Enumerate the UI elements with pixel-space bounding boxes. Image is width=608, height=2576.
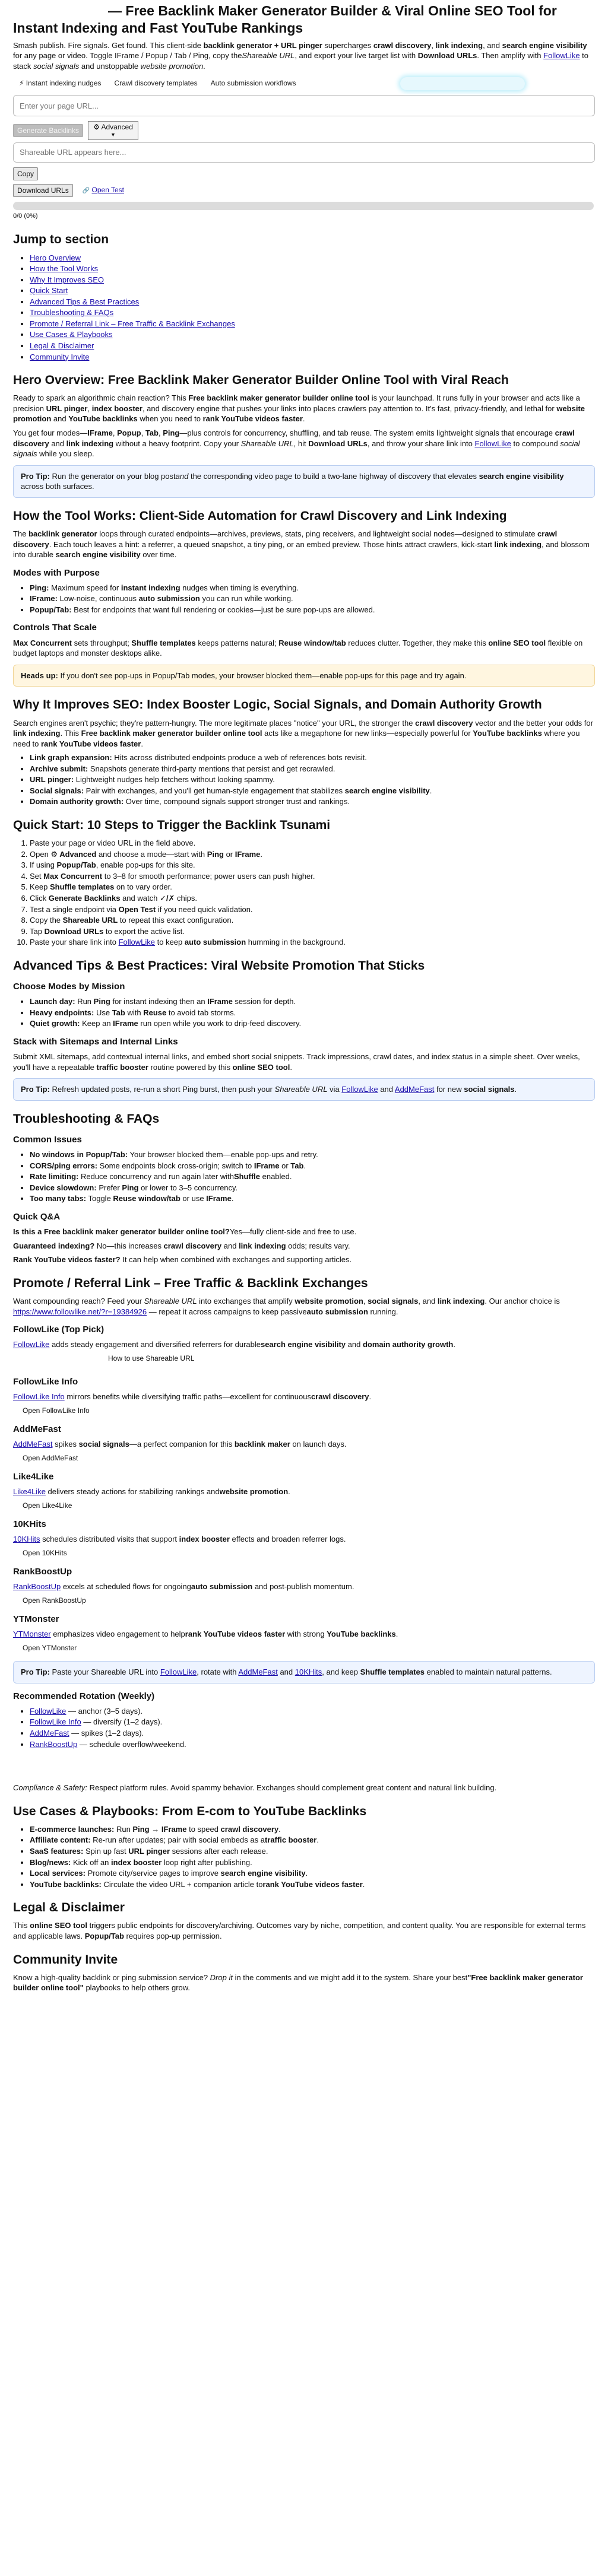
addmefast-link[interactable]: AddMeFast <box>30 1729 69 1738</box>
why-title: Why It Improves SEO: Index Booster Logic, Social Signals, and Domain Authority Growth <box>13 698 542 712</box>
site-title-like4like: Like4Like <box>13 1472 54 1482</box>
open-ytmonster-button[interactable]: Open YTMonster <box>23 1643 77 1652</box>
how-paragraph: The backlink generator loops through curated endpoints—archives, previews, stats, ping receivers, and lightweight social nodes—designed to stimulate crawl discovery. Each touch leaves a hint: a referrer, a queued snapshot, a tiny ping, or an embed preview. Those hints attract crawlers, kick-start link indexing, and blossom into durable search engine visibility over time. <box>13 529 590 560</box>
list-item: • Heavy endpoints: Use Tab with Reuse to avoid tab storms. <box>30 1008 595 1018</box>
list-item: • Launch day: Run Ping for instant indexing then an IFrame session for depth. <box>30 996 595 1007</box>
quickstart-steps <box>13 838 595 947</box>
open-10khits-button[interactable]: Open 10KHits <box>23 1548 67 1557</box>
list-item: • E-commerce launches: Run Ping → IFrame to speed crawl discovery. <box>30 1824 595 1835</box>
site-text-rankboostup: RankBoostUp excels at scheduled flows for ongoingauto submission and post-publish momentum. <box>13 1582 354 1592</box>
site-text-like4like: Like4Like delivers steady actions for stabilizing rankings andwebsite promotion. <box>13 1487 290 1497</box>
generate-row <box>13 121 595 139</box>
list-item: • Local services: Promote city/service pages to improve search engine visibility. <box>30 1868 595 1879</box>
why-paragraph: Search engines aren't psychic; they're pattern-hungry. The more legitimate places "notice" your URL, the stronger the crawl discovery vector and the better your odds for link indexing. This Free backlink maker generator builder online tool acts like a megaphone for new links—especially powerful for YouTube backlinks where you need to rank YouTube videos faster. <box>13 718 593 748</box>
site-title-ytmonster: YTMonster <box>13 1614 59 1625</box>
qa-item: Is this a Free backlink maker generator builder online tool?Yes—fully client-side and free to use. <box>13 1227 357 1237</box>
open-addmefast-button[interactable]: Open AddMeFast <box>23 1453 78 1462</box>
open-followlike-info-button[interactable]: Open FollowLike Info <box>23 1406 90 1415</box>
page-title <box>13 0 595 37</box>
jump-link-how[interactable]: How the Tool Works <box>30 264 99 274</box>
copy-row <box>13 167 595 180</box>
jump-item <box>30 253 595 263</box>
referral-anchor-link[interactable]: https://www.followlike.net/?r=19384926 <box>13 1307 147 1316</box>
list-item: • No windows in Popup/Tab: Your browser blocked them—enable pop-ups and retry. <box>30 1149 595 1160</box>
site-title-rankboostup: RankBoostUp <box>13 1567 72 1577</box>
download-row <box>13 184 595 197</box>
jump-item <box>30 297 595 307</box>
jump-link-legal[interactable]: Legal & Disclaimer <box>30 341 94 350</box>
hero-protip: Pro Tip: Run the generator on your blog postand the corresponding video page to build a two-lane highway of discovery that elevates search engine visibility across both surfaces. <box>13 465 595 498</box>
jump-item <box>30 285 595 296</box>
headsup-callout: Heads up: If you don't see pop-ups in Popup/Tab modes, your browser blocked them—enable pop-ups for this page and try again. <box>13 665 595 687</box>
controls-paragraph: Max Concurrent sets throughput; Shuffle templates keeps patterns natural; Reuse window/tab reduces clutter. Together, they make this online SEO tool flexible on budget laptops and monster desktops alike. <box>13 638 583 658</box>
troubleshooting-title: Troubleshooting & FAQs <box>13 1111 160 1126</box>
progress-bar <box>13 202 594 210</box>
community-title: Community Invite <box>13 1952 118 1967</box>
generate-backlinks-button[interactable]: Generate Backlinks <box>13 124 83 137</box>
jump-link-community[interactable]: Community Invite <box>30 352 90 361</box>
site-text-followlike-info: FollowLike Info mirrors benefits while diversifying traffic paths—excellent for continuouscrawl discovery. <box>13 1392 372 1402</box>
page-title-line1: — Free Backlink Maker Generator Builder & Viral Online SEO Tool for <box>108 3 557 18</box>
rotation-title: Recommended Rotation (Weekly) <box>13 1691 155 1701</box>
list-item: • Quiet growth: Keep an IFrame run open while you work to drip-feed discovery. <box>30 1018 595 1029</box>
link-icon: 🔗 <box>82 188 90 195</box>
hero-title: Hero Overview: Free Backlink Maker Generator Builder Online Tool with Viral Reach <box>13 373 509 387</box>
qa-item: Guaranteed indexing? No—this increases crawl discovery and link indexing odds; results vary. <box>13 1241 350 1250</box>
list-item: • Archive submit: Snapshots generate third-party mentions that persist and get recrawled. <box>30 764 595 774</box>
legal-title: Legal & Disclaimer <box>13 1901 125 1915</box>
jump-item <box>30 341 595 351</box>
list-item: • RankBoostUp — schedule overflow/weekend. <box>30 1739 595 1750</box>
list-item: • FollowLike — anchor (3–5 days). <box>30 1706 595 1717</box>
quickstart-title: Quick Start: 10 Steps to Trigger the Backlink Tsunami <box>13 818 331 832</box>
jump-link-usecases[interactable]: Use Cases & Playbooks <box>30 330 113 339</box>
modes-list <box>13 583 595 615</box>
rankboostup-link[interactable]: RankBoostUp <box>30 1739 78 1749</box>
tab-auto-submission[interactable]: Auto submission workflows <box>210 79 296 88</box>
10khits-link[interactable]: 10KHits <box>13 1535 40 1544</box>
list-item: • Rate limiting: Reduce concurrency and run again later withShuffle enabled. <box>30 1171 595 1182</box>
feature-tabs <box>13 76 595 90</box>
list-item: • CORS/ping errors: Some endpoints block cross-origin; switch to IFrame or Tab. <box>30 1161 595 1171</box>
hero-paragraph-1: Ready to spark an algorithmic chain reaction? This Free backlink maker generator builder online tool is your launchpad. It runs fully in your browser and acts like a precision URL pinger, index booster, and discovery engine that pushes your links into places crawlers pay attention to. It's fast, privacy-friendly, and lethal for website promotion and YouTube backlinks when you need to rank YouTube videos faster. <box>13 393 585 424</box>
jump-item <box>30 352 595 363</box>
jump-item <box>30 275 595 285</box>
site-title-followlike-info: FollowLike Info <box>13 1377 78 1387</box>
stack-paragraph: Submit XML sitemaps, add contextual internal links, and embed short social snippets. Track impressions, crawl dates, and index status in a simple sheet. Over weeks, you'll have a repeatable traffic booster routine powered by this online SEO tool. <box>13 1052 580 1072</box>
list-item: • SaaS features: Spin up fast URL pinger sessions after each release. <box>30 1846 595 1857</box>
like4like-link[interactable]: Like4Like <box>13 1487 46 1497</box>
site-text-10khits: 10KHits schedules distributed visits that support index booster effects and broaden referrer logs. <box>13 1535 346 1544</box>
compliance-note: Compliance & Safety: Respect platform rules. Avoid spammy behavior. Exchanges should complement great content and natural link building. <box>13 1783 497 1793</box>
list-item: • URL pinger: Lightweight nudges help fetchers without looking spammy. <box>30 774 595 785</box>
advanced-label: ⚙ Advanced <box>93 123 133 132</box>
shareable-url-field[interactable] <box>13 142 595 163</box>
list-item: 2. Open ⚙ Advanced and choose a mode—start with Ping or IFrame. <box>30 849 595 860</box>
list-item: • YouTube backlinks: Circulate the video URL + companion article torank YouTube videos faster. <box>30 1879 595 1890</box>
list-item: • Device slowdown: Prefer Ping or lower to 3–5 concurrency. <box>30 1183 595 1193</box>
advanced-toggle[interactable] <box>88 121 138 139</box>
list-item: 7. Test a single endpoint via Open Test if you need quick validation. <box>30 904 595 915</box>
list-item: • AddMeFast — spikes (1–2 days). <box>30 1728 595 1739</box>
list-item: • Domain authority growth: Over time, compound signals support stronger trust and rankings. <box>30 796 595 807</box>
community-paragraph: Know a high-quality backlink or ping submission service? Drop it in the comments and we might add it to the system. Share your best"Free backlink maker generator builder online tool" playbooks to help others grow. <box>13 1973 583 1993</box>
followlike-info-link[interactable]: FollowLike Info <box>13 1392 65 1402</box>
followlike-link[interactable]: FollowLike <box>30 1706 66 1716</box>
jump-item <box>30 319 595 329</box>
legal-paragraph: This online SEO tool triggers public endpoints for discovery/archiving. Outcomes vary by niche, competition, and content quality. You are responsible for external terms and applicable laws. Popup/Tab requires pop-up permission. <box>13 1921 586 1940</box>
followlike-link[interactable]: FollowLike <box>13 1340 50 1349</box>
promote-title: Promote / Referral Link – Free Traffic & Backlink Exchanges <box>13 1276 368 1290</box>
url-input[interactable] <box>13 95 595 116</box>
jump-title: Jump to section <box>13 233 109 247</box>
jump-link-advanced[interactable]: Advanced Tips & Best Practices <box>30 297 140 306</box>
advanced-title: Advanced Tips & Best Practices: Viral Website Promotion That Sticks <box>13 958 425 973</box>
jump-link-quick[interactable]: Quick Start <box>30 286 68 296</box>
choose-modes-list <box>13 996 595 1029</box>
jump-item <box>30 263 595 274</box>
list-item: 9. Tap Download URLs to export the active list. <box>30 926 595 937</box>
spacer <box>13 1753 595 1777</box>
jump-item <box>30 307 595 318</box>
jump-link-troubleshooting[interactable]: Troubleshooting & FAQs <box>30 308 114 317</box>
site-text-ytmonster: YTMonster emphasizes video engagement to helprank YouTube videos faster with strong YouTube backlinks. <box>13 1630 398 1639</box>
choose-modes-title: Choose Modes by Mission <box>13 981 125 992</box>
list-item: 3. If using Popup/Tab, enable pop-ups for this site. <box>30 860 595 871</box>
jump-link-why[interactable]: Why It Improves SEO <box>30 275 104 284</box>
stack-title: Stack with Sitemaps and Internal Links <box>13 1036 178 1047</box>
tab-crawl-discovery[interactable]: Crawl discovery templates <box>114 79 198 88</box>
intro-paragraph: Smash publish. Fire signals. Get found. This client-side backlink generator + URL pinger supercharges crawl discovery, link indexing, and search engine visibility for any page or video. Toggle IFrame / Popup / Tab / Ping, copy theShareable URL, and export your live target list with Download URLs. Then amplify with FollowLike to stack social signals and unstoppable website promotion. <box>13 40 589 71</box>
10khits-link[interactable]: 10KHits <box>294 1667 322 1677</box>
promote-protip: Pro Tip: Paste your Shareable URL into FollowLike, rotate with AddMeFast and 10KHits, and keep Shuffle templates enabled to maintain natural patterns. <box>13 1661 595 1684</box>
followlike-link[interactable]: FollowLike <box>474 439 511 448</box>
addmefast-link[interactable]: AddMeFast <box>238 1667 278 1677</box>
list-item: 1. Paste your page or video URL in the field above. <box>30 838 595 849</box>
controls-title: Controls That Scale <box>13 622 97 633</box>
list-item: • Link graph expansion: Hits across distributed endpoints produce a web of references bots revisit. <box>30 752 595 763</box>
open-test-link[interactable] <box>83 185 124 195</box>
page-title-line2: Instant Indexing and Fast YouTube Rankings <box>13 20 303 36</box>
followlike-info-link[interactable]: FollowLike Info <box>30 1717 81 1727</box>
followlike-link[interactable]: FollowLike <box>543 51 580 61</box>
list-item: • Blog/news: Kick off an index booster loop right after publishing. <box>30 1857 595 1868</box>
chevron-down-icon: ▼ <box>110 131 116 138</box>
how-title: How the Tool Works: Client-Side Automation for Crawl Discovery and Link Indexing <box>13 509 507 523</box>
jump-link-hero[interactable]: Hero Overview <box>30 253 81 262</box>
jump-item <box>30 329 595 340</box>
why-list <box>13 752 595 807</box>
modes-title: Modes with Purpose <box>13 567 100 578</box>
followlike-link[interactable]: FollowLike <box>160 1667 197 1677</box>
site-text-addmefast: AddMeFast spikes social signals—a perfect companion for this backlink maker on launch days. <box>13 1440 347 1449</box>
advanced-protip: Pro Tip: Refresh updated posts, re-run a short Ping burst, then push your Shareable URL via FollowLike and AddMeFast for new social signals. <box>13 1078 595 1101</box>
list-item: • Ping: Maximum speed for instant indexing nudges when timing is everything. <box>30 583 595 593</box>
list-item: • Social signals: Pair with exchanges, and you'll get human-style engagement that stabilizes search engine visibility. <box>30 786 595 796</box>
common-issues-title: Common Issues <box>13 1135 82 1145</box>
list-item: • Popup/Tab: Best for endpoints that want full rendering or cookies—just be sure pop-ups are allowed. <box>30 605 595 615</box>
site-title-addmefast: AddMeFast <box>13 1424 61 1435</box>
site-text-followlike: FollowLike adds steady engagement and diversified referrers for durablesearch engine visibility and domain authority growth. <box>13 1340 455 1349</box>
qa-title: Quick Q&A <box>13 1211 61 1222</box>
ytmonster-link[interactable]: YTMonster <box>13 1630 51 1639</box>
promote-intro: Want compounding reach? Feed your Shareable URL into exchanges that amplify website promotion, social signals, and link indexing. Our anchor choice is https://www.followlike.net/?r=19384926 — repeat it across campaigns to keep passiveauto submission running. <box>13 1297 560 1316</box>
download-urls-button[interactable]: Download URLs <box>13 184 73 197</box>
addmefast-link[interactable]: AddMeFast <box>394 1085 435 1094</box>
tab-glow <box>400 77 525 90</box>
hero-paragraph-2: You get four modes—IFrame, Popup, Tab, Ping—plus controls for concurrency, shuffling, and tab reuse. The system emits lightweight signals that encourage crawl discovery and link indexing without a heavy footprint. Copy your Shareable URL, hit Download URLs, and throw your share link into FollowLike to compound social signals while you sleep. <box>13 428 580 459</box>
followlike-link[interactable]: FollowLike <box>118 938 155 947</box>
jump-list <box>13 253 595 362</box>
site-title-10khits: 10KHits <box>13 1519 46 1530</box>
qa-item: Rank YouTube videos faster? It can help when combined with exchanges and supporting articles. <box>13 1255 352 1265</box>
open-like4like-button[interactable]: Open Like4Like <box>23 1501 72 1510</box>
list-item: 6. Click Generate Backlinks and watch ✓/✗ chips. <box>30 893 595 904</box>
jump-link-promote[interactable]: Promote / Referral Link – Free Traffic & Backlink Exchanges <box>30 319 235 328</box>
list-item: 8. Copy the Shareable URL to repeat this exact configuration. <box>30 915 595 926</box>
list-item: • Too many tabs: Toggle Reuse window/tab or use IFrame. <box>30 1193 595 1204</box>
open-rankboostup-button[interactable]: Open RankBoostUp <box>23 1596 86 1605</box>
usecases-list <box>13 1824 595 1889</box>
list-item: • Affiliate content: Re-run after updates; pair with social embeds as atraffic booster. <box>30 1835 595 1846</box>
list-item: 4. Set Max Concurrent to 3–8 for smooth performance; power users can push higher. <box>30 871 595 882</box>
issues-list <box>13 1149 595 1204</box>
addmefast-link[interactable]: AddMeFast <box>13 1440 53 1449</box>
list-item: • IFrame: Low-noise, continuous auto submission you can run while working. <box>30 593 595 604</box>
list-item: 10. Paste your share link into FollowLike to keep auto submission humming in the background. <box>30 937 595 948</box>
usecases-title: Use Cases & Playbooks: From E-com to YouTube Backlinks <box>13 1804 367 1818</box>
rotation-list <box>13 1706 595 1749</box>
open-test-label[interactable]: Open Test <box>91 186 124 195</box>
followlike-link[interactable]: FollowLike <box>341 1085 378 1094</box>
progress-text: 0/0 (0%) <box>13 212 38 220</box>
list-item: 5. Keep Shuffle templates on to vary order. <box>30 882 595 892</box>
rankboostup-link[interactable]: RankBoostUp <box>13 1582 61 1592</box>
list-item: • FollowLike Info — diversify (1–2 days). <box>30 1717 595 1727</box>
tab-instant-indexing[interactable]: ⚡ Instant indexing nudges <box>19 79 102 88</box>
site-title-followlike: FollowLike (Top Pick) <box>13 1324 104 1335</box>
howto-shareable-url[interactable]: How to use Shareable URL <box>108 1354 195 1363</box>
copy-button[interactable]: Copy <box>13 167 38 180</box>
